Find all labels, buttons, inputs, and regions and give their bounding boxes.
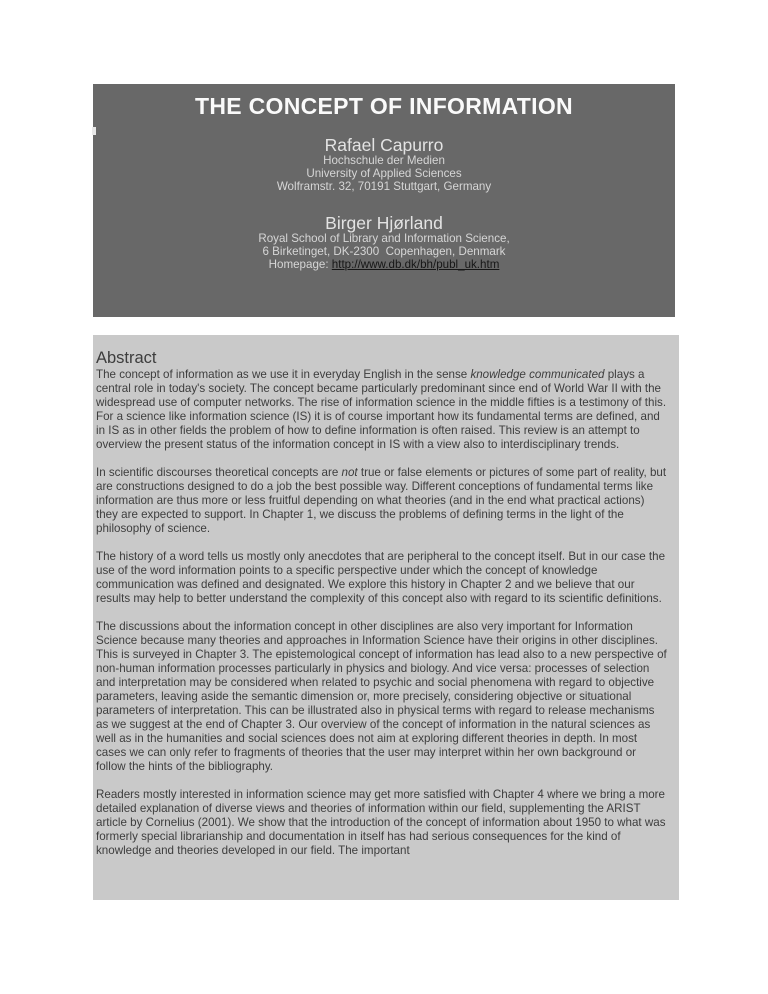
body-text: In scientific discourses theoretical concepts are bbox=[96, 466, 342, 479]
homepage-line bbox=[93, 259, 675, 272]
body-text: The discussions about the information concept in other disciplines are also very important for Information Science because many theories and approaches in Information Science have their origins in other disciplines. This is surveyed in Chapter 3. The epistemological concept of information has lead also to a new perspective of non-human information processes particularly in physics and biology. And vice versa: processes of selection and interpretation may be considered when related to psychic and social phenomena with regard to objective parameters, leaving aside the semantic dimension or, more precisely, considering objective or situational parameters of interpretation. This can be illustrated also in physical terms with regard to release mechanisms as we suggest at the end of Chapter 3. Our overview of the concept of information in the natural sciences as well as in the humanities and social sciences does not aim at exploring different theories in depth. In most cases we can only refer to fragments of theories that the user may interpret within her own background or follow the hints of the bibliography. bbox=[96, 620, 667, 773]
affiliation-line: 6 Birketinget, DK-2300 Copenhagen, Denmark bbox=[262, 245, 506, 259]
author-block-capurro bbox=[93, 135, 675, 193]
abstract-paragraph bbox=[96, 466, 668, 536]
homepage-link[interactable]: http://www.db.dk/bh/publ_uk.htm bbox=[331, 257, 500, 271]
body-text: The concept of information as we use it in everyday English in the sense bbox=[96, 368, 471, 381]
body-text: Readers mostly interested in information science may get more satisfied with Chapter 4 where we bring a more detailed explanation of diverse views and theories of information within our field, supplementing the ARIST article by Cornelius (2001). We show that the introduction of the concept of information about 1950 to what was formerly special librarianship and documentation in itself has had serious consequences for the kind of knowledge and theories developed in our field. The important bbox=[96, 788, 666, 857]
document-title: THE CONCEPT OF INFORMATION bbox=[195, 93, 573, 119]
scan-artifact bbox=[92, 127, 96, 135]
affiliation-line: Wolframstr. 32, 70191 Stuttgart, Germany bbox=[276, 179, 492, 193]
abstract-paragraph bbox=[96, 620, 668, 774]
author-block-hjorland bbox=[93, 213, 675, 271]
title-banner bbox=[93, 84, 675, 317]
italic-text: not bbox=[341, 466, 358, 479]
italic-text: knowledge communicated bbox=[470, 368, 605, 381]
body-text: The history of a word tells us mostly only anecdotes that are peripheral to the concept itself. But in our case the use of the word information points to a specific perspective under which the concept of knowledge communication was defined and designated. We explore this history in Chapter 2 and we believe that our results may help to better understand the complexity of this concept also with regard to its scientific definitions. bbox=[96, 550, 666, 605]
author-name: Rafael Capurro bbox=[324, 135, 444, 155]
body-text: plays a central role in today's society. The concept became particularly predominant since end of World War II with the widespread use of computer networks. The rise of information science in the middle fifties is a testimony of this. For a science like information science (IS) it is of course important how its fundamental terms are defined, and in IS as in other fields the problem of how to define information is often raised. This review is an attempt to overview the present status of the information concept in IS with a view also to interdisciplinary trends. bbox=[96, 368, 667, 451]
affiliation-line: Hochschule der Medien bbox=[323, 154, 445, 167]
abstract-paragraph bbox=[96, 550, 668, 606]
abstract-body bbox=[96, 368, 668, 858]
body-text: true or false elements or pictures of some part of reality, but are constructions designed to do a job the best possible way. Different conceptions of fundamental terms like information are thus more or less fruitful depending on what theories (and in the end what practical actions) they are expected to support. In Chapter 1, we discuss the problems of defining terms in the light of the philosophy of science. bbox=[96, 466, 667, 535]
abstract-paragraph bbox=[96, 788, 668, 858]
abstract-section bbox=[93, 335, 679, 900]
homepage-label: Homepage: bbox=[268, 257, 332, 271]
abstract-paragraph bbox=[96, 368, 668, 452]
abstract-heading: Abstract bbox=[96, 349, 157, 367]
affiliation-line: Royal School of Library and Information Science, bbox=[258, 232, 510, 246]
affiliation-line: University of Applied Sciences bbox=[306, 166, 462, 180]
author-name: Birger Hjørland bbox=[325, 213, 443, 234]
